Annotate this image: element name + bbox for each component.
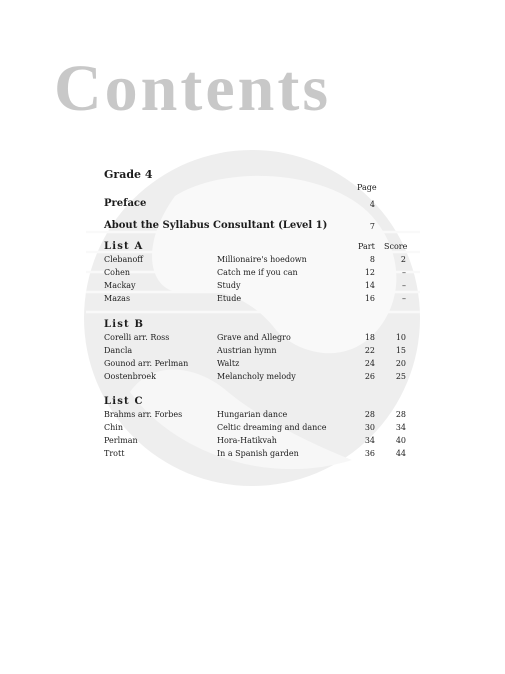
composer: Dancla (104, 346, 133, 355)
page-column-header: Page (357, 183, 377, 192)
score-page: 44 (395, 449, 406, 458)
part-page: 22 (364, 346, 375, 355)
part-page: 26 (364, 372, 375, 381)
list-item[interactable] (104, 280, 408, 292)
list-item[interactable] (104, 448, 408, 460)
part-page: 24 (364, 359, 375, 368)
part-page: 34 (364, 436, 375, 445)
score-page: 10 (395, 333, 406, 342)
grade-heading: Grade 4 (104, 168, 153, 181)
list-item[interactable] (104, 267, 408, 279)
about-link[interactable]: About the Syllabus Consultant (Level 1) (104, 220, 328, 231)
page-title: Contents (54, 52, 332, 125)
score-page: 2 (400, 255, 406, 264)
score-page: 28 (395, 410, 406, 419)
composer: Oostenbroek (104, 372, 156, 381)
part-page: 36 (364, 449, 375, 458)
score-page: 25 (395, 372, 406, 381)
part-column-header: Part (358, 242, 375, 251)
part-page: 8 (369, 255, 375, 264)
piece-title: In a Spanish garden (217, 449, 299, 458)
list-item[interactable] (104, 293, 408, 305)
piece-title: Austrian hymn (217, 346, 277, 355)
list-item[interactable] (104, 409, 408, 421)
part-page: 16 (364, 294, 375, 303)
list-a-heading: List A (104, 241, 144, 252)
score-page: – (402, 268, 406, 277)
preface-link[interactable]: Preface (104, 198, 147, 209)
list-item[interactable] (104, 345, 408, 357)
list-item[interactable] (104, 358, 408, 370)
list-c-heading: List C (104, 396, 144, 407)
piece-title: Hungarian dance (217, 410, 288, 419)
part-page: 30 (364, 423, 375, 432)
piece-title: Grave and Allegro (217, 333, 291, 342)
piece-title: Study (217, 281, 241, 290)
score-page: – (402, 294, 406, 303)
list-item[interactable] (104, 422, 408, 434)
list-item[interactable] (104, 371, 408, 383)
list-item[interactable] (104, 254, 408, 266)
composer: Perlman (104, 436, 138, 445)
score-page: 15 (395, 346, 406, 355)
score-column-header: Score (384, 242, 408, 251)
list-b-heading: List B (104, 319, 145, 330)
part-page: 28 (364, 410, 375, 419)
score-page: – (402, 281, 406, 290)
score-page: 20 (395, 359, 406, 368)
composer: Cohen (104, 268, 130, 277)
list-item[interactable] (104, 332, 408, 344)
composer: Brahms arr. Forbes (104, 410, 183, 419)
part-page: 18 (364, 333, 375, 342)
about-page: 7 (369, 222, 375, 231)
part-page: 14 (364, 281, 375, 290)
piece-title: Catch me if you can (217, 268, 298, 277)
piece-title: Celtic dreaming and dance (217, 423, 327, 432)
score-page: 34 (395, 423, 406, 432)
piece-title: Etude (217, 294, 242, 303)
composer: Chin (104, 423, 123, 432)
composer: Clebanoff (104, 255, 143, 264)
part-page: 12 (364, 268, 375, 277)
preface-page: 4 (369, 200, 375, 209)
composer: Corelli arr. Ross (104, 333, 170, 342)
piece-title: Waltz (217, 359, 240, 368)
piece-title: Millionaire's hoedown (217, 255, 307, 264)
score-page: 40 (395, 436, 406, 445)
composer: Mazas (104, 294, 131, 303)
composer: Trott (104, 449, 125, 458)
piece-title: Melancholy melody (217, 372, 296, 381)
composer: Gounod arr. Perlman (104, 359, 189, 368)
composer: Mackay (104, 281, 136, 290)
piece-title: Hora-Hatikvah (217, 436, 277, 445)
list-item[interactable] (104, 435, 408, 447)
